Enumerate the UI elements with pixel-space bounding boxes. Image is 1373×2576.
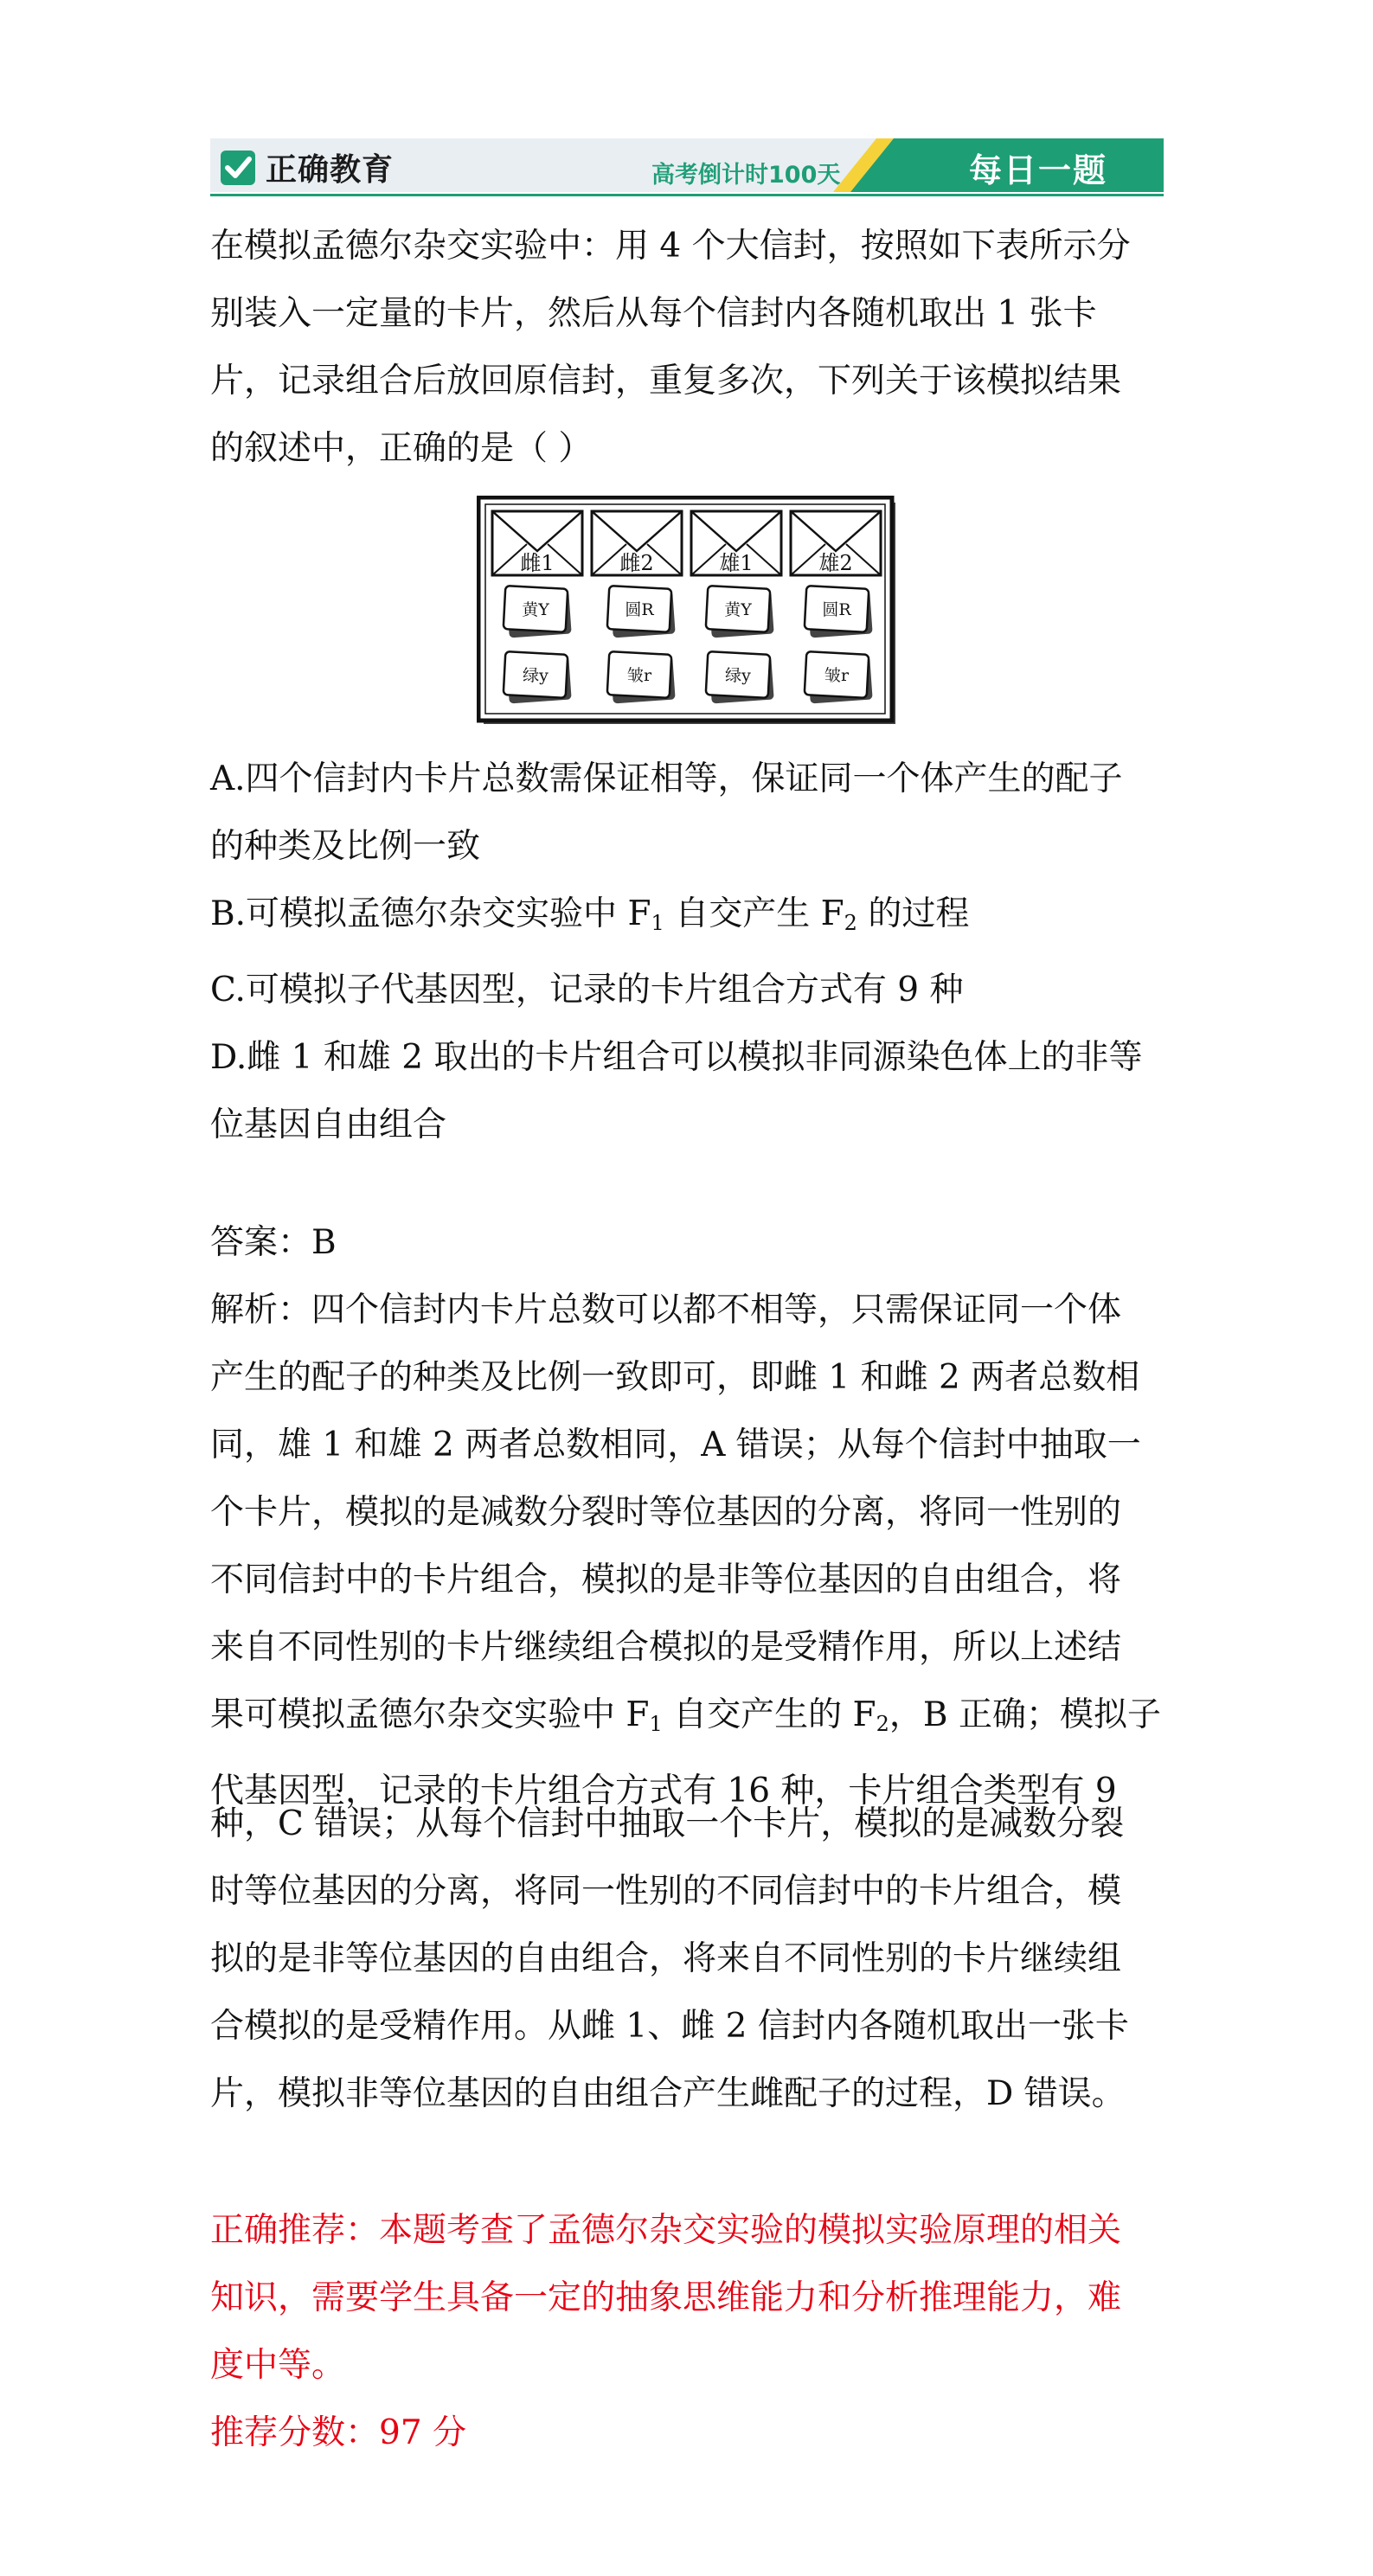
- card-label: 圆R: [625, 600, 654, 619]
- recommended-score: 推荐分数：97 分: [210, 2413, 467, 2452]
- card-label: 皱r: [626, 666, 652, 685]
- answer-text: 答案：B: [210, 1223, 337, 1262]
- analysis-section: [210, 1277, 1164, 1825]
- analysis-line: 片，模拟非等位基因的自由组合产生雌配子的过程，D 错误。: [210, 2074, 1126, 2113]
- header-banner: [210, 138, 1164, 199]
- recommendation-line: 正确推荐：本题考查了孟德尔杂交实验的模拟实验原理的相关: [210, 2211, 1122, 2250]
- envelope-1: [492, 511, 582, 575]
- analysis-line: 果可模拟孟德尔杂交实验中 $F_1$ 自交产生的 $F_2$，B 正确；模拟子: [210, 1695, 1161, 1736]
- question-line: 在模拟孟德尔杂交实验中：用 4 个大信封，按照如下表所示分: [210, 227, 1131, 266]
- option-d: D.雌 1 和雄 2 取出的卡片组合可以模拟非同源染色体上的非等: [210, 1038, 1143, 1077]
- analysis-line: 拟的是非等位基因的自由组合，将来自不同性别的卡片继续组: [210, 1939, 1122, 1978]
- option-a: A.四个信封内卡片总数需保证相等，保证同一个体产生的配子: [210, 759, 1123, 798]
- analysis-line: 合模拟的是受精作用。从雌 1、雌 2 信封内各随机取出一张卡: [210, 2007, 1129, 2046]
- question-stem: [210, 213, 1164, 483]
- envelope-2: [592, 511, 682, 575]
- analysis-line: 时等位基因的分离，将同一性别的不同信封中的卡片组合，模: [210, 1872, 1122, 1911]
- question-line: 的叙述中，正确的是（ ）: [210, 429, 593, 468]
- card-label: 皱r: [824, 666, 850, 685]
- recommendation-line: 知识，需要学生具备一定的抽象思维能力和分析推理能力，难: [210, 2278, 1122, 2317]
- envelope-4: [791, 511, 881, 575]
- envelope-label: 雌2: [619, 551, 654, 575]
- analysis-line: 来自不同性别的卡片继续组合模拟的是受精作用，所以上述结: [210, 1628, 1122, 1667]
- option-a-continued: 的种类及比例一致: [210, 827, 481, 866]
- analysis-section-continued: [210, 1791, 1164, 2128]
- envelope-3: [691, 511, 781, 575]
- check-icon: [219, 149, 257, 187]
- analysis-line: 产生的配子的种类及比例一致即可，即雌 1 和雌 2 两者总数相: [210, 1358, 1140, 1397]
- analysis-line: 种，C 错误；从每个信封中抽取一个卡片，模拟的是减数分裂: [210, 1804, 1125, 1843]
- envelope-diagram: [477, 496, 901, 729]
- card-label: 黄Y: [522, 600, 549, 619]
- brand-name: 正确教育: [266, 152, 395, 188]
- analysis-line: 代基因型，记录的卡片组合方式有 16 种，卡片组合类型有 9: [210, 1772, 1117, 1810]
- card-label: 圆R: [822, 600, 851, 619]
- card-label: 绿y: [725, 666, 751, 685]
- option-c: C.可模拟子代基因型，记录的卡片组合方式有 9 种: [210, 971, 964, 1009]
- envelope-label: 雄1: [719, 551, 754, 575]
- option-d-continued: 位基因自由组合: [210, 1105, 447, 1144]
- countdown-label: 高考倒计时100天: [651, 162, 841, 189]
- analysis-line: 同，雄 1 和雄 2 两者总数相同，A 错误；从每个信封中抽取一: [210, 1426, 1141, 1464]
- question-line: 片，记录组合后放回原信封，重复多次，下列关于该模拟结果: [210, 362, 1122, 400]
- envelope-label: 雌1: [520, 551, 555, 575]
- recommendation-line: 度中等。: [210, 2346, 346, 2385]
- envelope-figure: [477, 496, 901, 729]
- answer-section: [210, 1209, 1164, 1277]
- daily-question-label: 每日一题: [969, 151, 1108, 189]
- question-line: 别装入一定量的卡片，然后从每个信封内各随机取出 1 张卡: [210, 294, 1097, 333]
- analysis-line: 解析：四个信封内卡片总数可以都不相等，只需保证同一个体: [210, 1291, 1122, 1330]
- options-list: [210, 746, 1164, 1159]
- envelope-label: 雄2: [818, 551, 853, 575]
- card-label: 黄Y: [724, 600, 752, 619]
- analysis-line: 不同信封中的卡片组合，模拟的是非等位基因的自由组合，将: [210, 1560, 1122, 1599]
- card-label: 绿y: [523, 666, 549, 685]
- analysis-line: 个卡片，模拟的是减数分裂时等位基因的分离，将同一性别的: [210, 1493, 1122, 1532]
- recommendation-section: [210, 2197, 1164, 2467]
- option-b: B.可模拟孟德尔杂交实验中 $F_1$ 自交产生 $F_2$ 的过程: [210, 894, 970, 935]
